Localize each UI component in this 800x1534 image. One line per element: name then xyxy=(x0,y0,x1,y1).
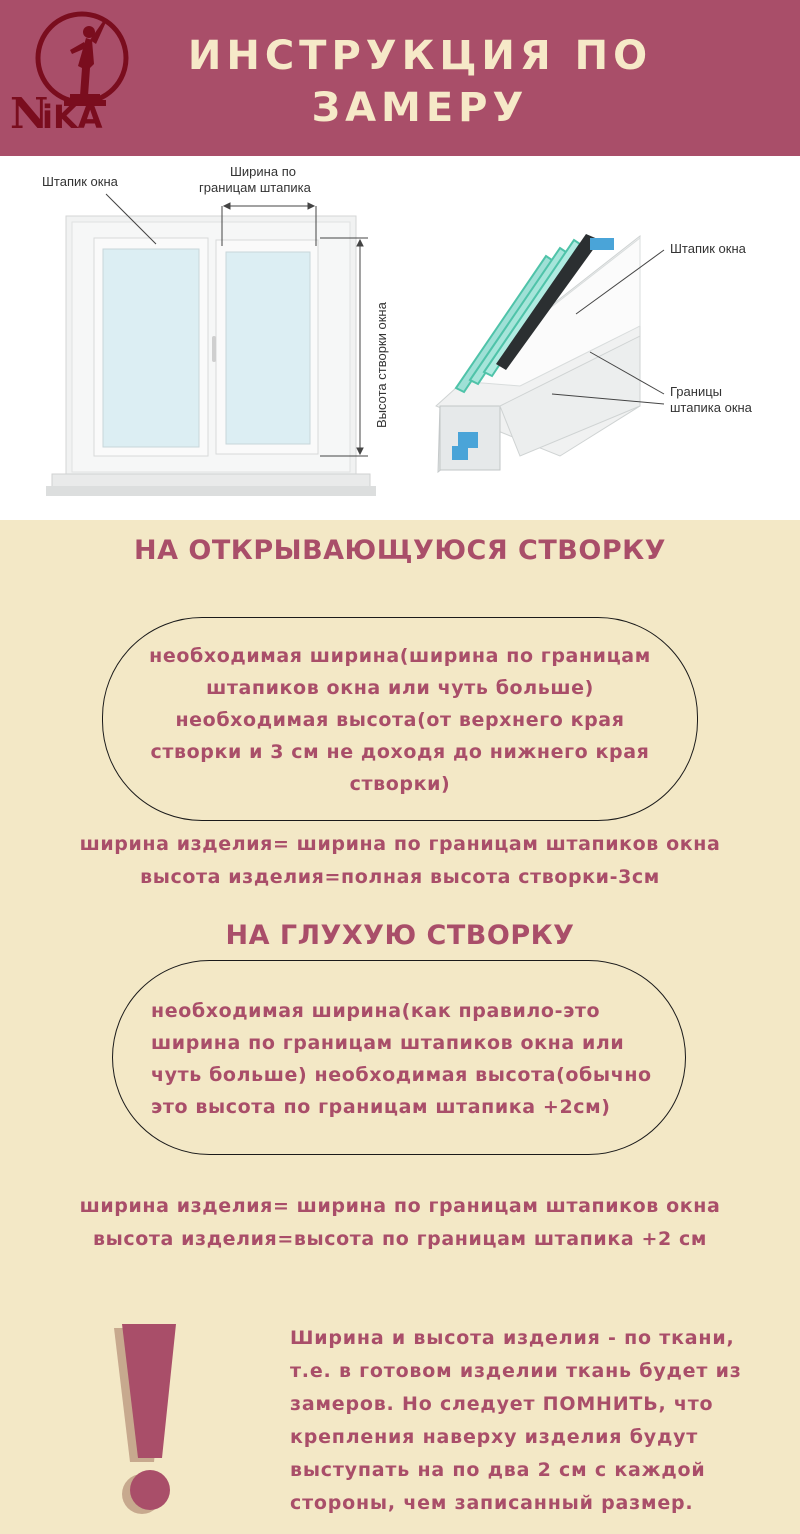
window-front-illustration xyxy=(46,216,376,496)
label-height: Высота створки окна xyxy=(374,302,389,428)
header-banner xyxy=(0,0,800,156)
label-bead-bounds-line1: Границы xyxy=(670,384,722,399)
exclamation-icon xyxy=(108,1322,198,1518)
label-glazing-bead-left: Штапик окна xyxy=(42,174,118,189)
formula-opening xyxy=(0,828,800,894)
label-width-line1: Ширина по xyxy=(230,164,296,179)
nika-logo xyxy=(6,6,136,134)
formula-width: ширина изделия= ширина по границам штапиков окна xyxy=(79,1195,721,1217)
bubble-text-fixed: необходимая ширина(как правило-это ширина по границам штапиков окна или чуть больше) необходимая высота(обычно это высота по границам штапика +2см) xyxy=(151,1000,652,1118)
formula-fixed xyxy=(0,1190,800,1256)
formula-width: ширина изделия= ширина по границам штапиков окна xyxy=(79,833,721,855)
heading-opening-sash: НА ОТКРЫВАЮЩУЮСЯ СТВОРКУ xyxy=(133,535,666,566)
bubble-text-opening: необходимая ширина(ширина по границам штапиков окна или чуть больше) необходимая высота(от верхнего края створки и 3 см не доходя до нижнего края створки) xyxy=(149,645,651,795)
important-note: Ширина и высота изделия - по ткани, т.е. в готовом изделии ткань будет из замеров. Но следует ПОМНИТЬ, что крепления наверху изделия будут выступать на по два 2 см с каждой стороны, чем записанный размер. xyxy=(290,1327,742,1514)
formula-height: высота изделия=высота по границам штапика +2 см xyxy=(92,1228,708,1250)
window-diagrams xyxy=(0,156,800,520)
svg-text:iKA: iKA xyxy=(42,98,103,134)
formula-height: высота изделия=полная высота створки-3см xyxy=(140,866,660,888)
page-title: ИНСТРУКЦИЯ ПО ЗАМЕРУ xyxy=(187,33,653,131)
label-glazing-bead-right: Штапик окна xyxy=(670,241,746,256)
logo-text: N xyxy=(10,89,49,134)
label-width-line2: границам штапика xyxy=(199,180,311,195)
window-profile-illustration xyxy=(436,234,640,472)
label-bead-bounds-line2: штапика окна xyxy=(670,400,752,415)
heading-fixed-sash: НА ГЛУХУЮ СТВОРКУ xyxy=(225,920,575,951)
